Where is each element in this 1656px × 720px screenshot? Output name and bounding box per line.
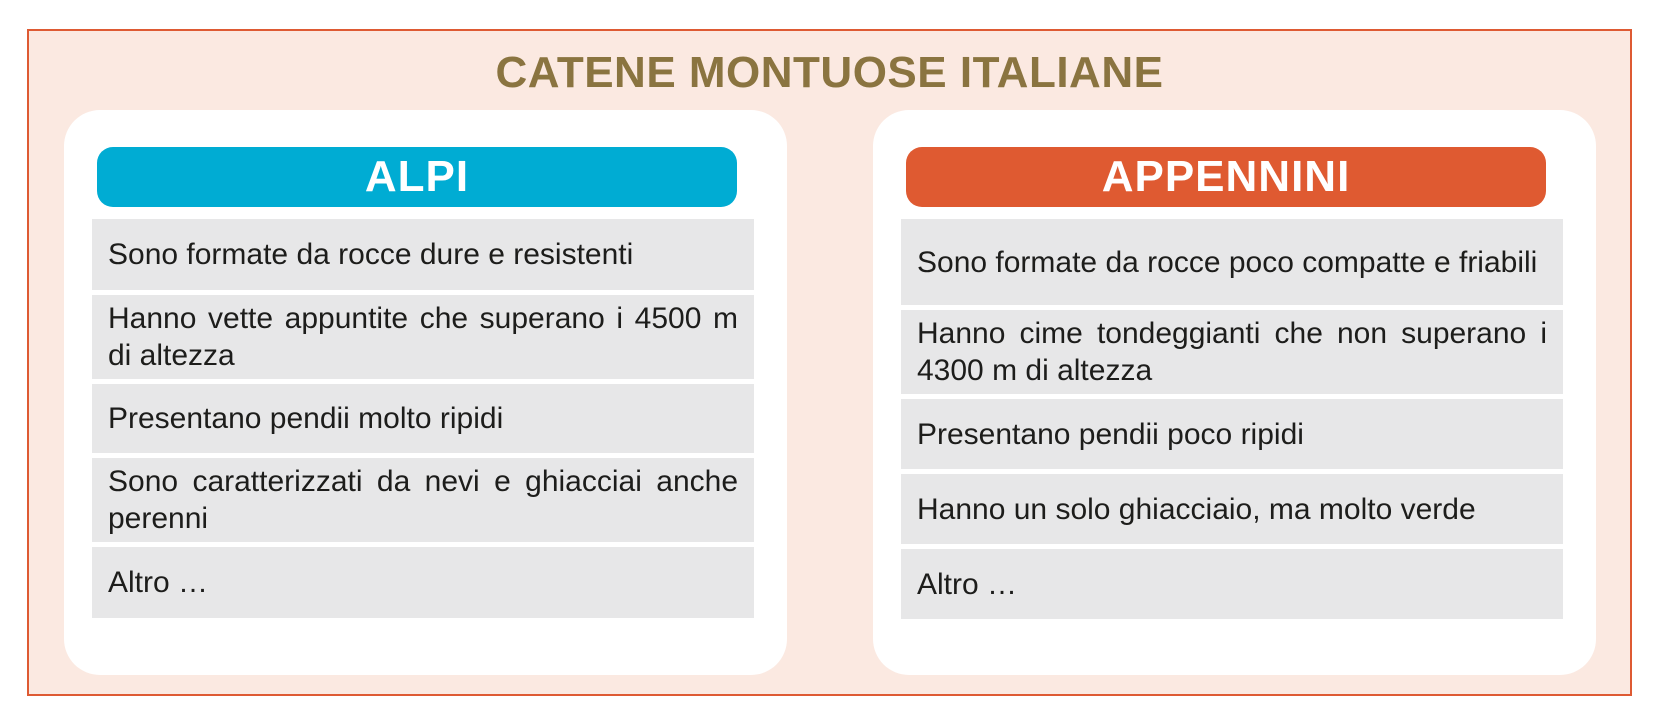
comparison-table-frame	[27, 29, 1632, 696]
alpi-item	[92, 295, 754, 379]
appennini-item	[901, 549, 1563, 619]
alpi-header: ALPI	[97, 147, 737, 207]
appennini-item-text: Sono formate da rocce poco compatte e friabili	[917, 245, 1538, 279]
appennini-item-text: Altro …	[917, 567, 1018, 601]
main-title: CATENE MONTUOSE ITALIANE	[495, 48, 1164, 97]
appennini-item-text: Hanno cime tondeggianti che non superano i 4300 m di altezza	[917, 317, 1547, 387]
appennini-item	[901, 399, 1563, 469]
appennini-list	[901, 219, 1563, 619]
alpi-item	[92, 384, 754, 453]
alpi-item-text: Altro …	[108, 566, 209, 599]
alpi-item-text: Presentano pendii molto ripidi	[108, 402, 504, 435]
alpi-item-text: Sono formate da rocce dure e resistenti	[108, 238, 634, 271]
alpi-panel	[64, 110, 787, 675]
appennini-item	[901, 310, 1563, 394]
alpi-item	[92, 547, 754, 618]
appennini-item	[901, 219, 1563, 305]
appennini-panel	[873, 110, 1596, 675]
alpi-item	[92, 219, 754, 290]
appennini-item-text: Hanno un solo ghiacciaio, ma molto verde	[917, 492, 1476, 526]
appennini-header: APPENNINI	[906, 147, 1546, 207]
alpi-item-text: Sono caratterizzati da nevi e ghiacciai anche perenni	[108, 465, 738, 535]
alpi-item	[92, 458, 754, 542]
alpi-list	[92, 219, 754, 618]
alpi-item-text: Hanno vette appuntite che superano i 4500 m di altezza	[108, 302, 738, 372]
appennini-item	[901, 474, 1563, 544]
appennini-item-text: Presentano pendii poco ripidi	[917, 417, 1304, 451]
